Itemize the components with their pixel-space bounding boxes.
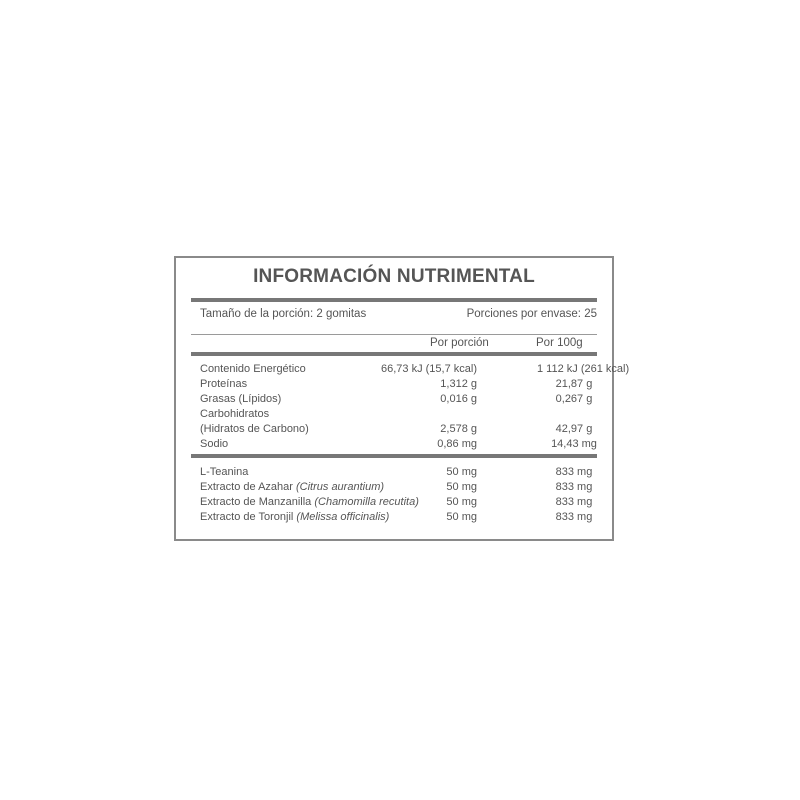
extract-name: Extracto de Manzanilla (Chamomilla recutita) [200,496,419,508]
extract-per-100g: 833 mg [555,511,593,523]
nutrient-per-serving: 0,016 g [440,393,477,405]
extract-row [200,480,597,495]
extract-row [200,495,597,510]
extract-per-serving: 50 mg [446,511,477,523]
extract-row [200,465,597,480]
nutrient-per-100g: 0,267 g [555,393,593,405]
extract-per-100g: 833 mg [555,481,593,493]
extract-per-100g: 833 mg [555,466,593,478]
extract-per-serving: 50 mg [446,481,477,493]
extract-row [200,510,597,525]
extract-list [200,465,597,525]
divider-thick [191,298,597,302]
extract-name: L-Teanina [200,466,249,478]
nutrient-row [200,362,630,377]
nutrient-per-100g: 14,43 mg [551,438,597,450]
nutrient-per-100g: 21,87 g [555,378,593,390]
nutrient-name: Sodio [200,438,229,450]
divider-thin [191,334,597,335]
nutrient-per-serving: 0,86 mg [437,438,477,450]
nutrition-facts-label [174,256,630,541]
nutrient-per-100g: 1 112 kJ (261 kcal) [537,363,630,375]
extract-name: Extracto de Azahar (Citrus aurantium) [200,481,385,493]
extract-per-serving: 50 mg [446,496,477,508]
nutrient-row [200,407,597,422]
nutrient-name: Carbohidratos [200,408,270,420]
nutrient-per-serving: 1,312 g [440,378,477,390]
nutrient-name: Contenido Energético [200,363,306,375]
serving-size: Tamaño de la porción: 2 gomitas [200,308,367,320]
nutrient-name: Grasas (Lípidos) [200,393,282,405]
column-header-per-serving: Por porción [430,337,489,349]
nutrient-list [200,362,630,452]
nutrient-name: (Hidratos de Carbono) [200,423,309,435]
nutrient-per-100g: 42,97 g [555,423,593,435]
extract-per-serving: 50 mg [446,466,477,478]
servings-per-container: Porciones por envase: 25 [466,308,597,320]
column-header-per-100g: Por 100g [536,337,583,349]
divider-thick [191,352,597,356]
extract-name: Extracto de Toronjil (Melissa officinalis) [200,511,390,523]
nutrient-row [200,377,597,392]
nutrient-per-serving: 2,578 g [440,423,477,435]
nutrient-row [200,437,597,452]
nutrient-row [200,392,597,407]
nutrient-name: Proteínas [200,378,248,390]
label-title: INFORMACIÓN NUTRIMENTAL [253,266,535,287]
nutrient-per-serving: 66,73 kJ (15,7 kcal) [381,363,477,375]
nutrient-row [200,422,597,437]
extract-per-100g: 833 mg [555,496,593,508]
divider-thick [191,454,597,458]
